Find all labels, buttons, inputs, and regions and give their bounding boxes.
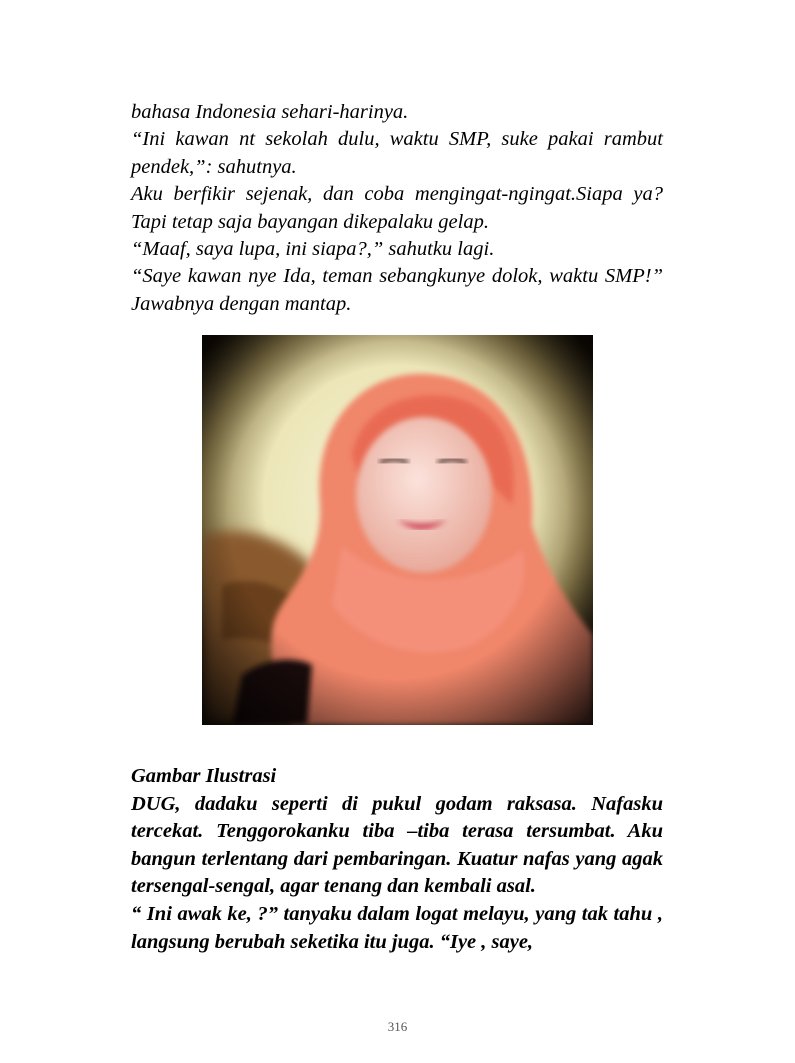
paragraph: “Ini kawan nt sekolah dulu, waktu SMP, suke pakai rambut pendek,”: sahutnya. xyxy=(131,128,663,178)
paragraph: “Saye kawan nye Ida, teman sebangkunye dolok, waktu SMP!” Jawabnya dengan mantap. xyxy=(131,265,663,315)
paragraph: “Maaf, saya lupa, ini siapa?,” sahutku lagi. xyxy=(131,238,495,261)
paragraph: bahasa Indonesia sehari-harinya. xyxy=(131,101,409,123)
body-text-top xyxy=(131,99,663,318)
paragraph: Aku berfikir sejenak, dan coba mengingat-ngingat.Siapa ya? Tapi tetap saja bayangan dikepalaku gelap. xyxy=(131,183,663,233)
portrait-image xyxy=(202,335,593,725)
illustration-photo xyxy=(202,335,593,725)
paragraph: “ Ini awak ke, ?” tanyaku dalam logat melayu, yang tak tahu , langsung berubah seketika itu juga. “Iye , saye, xyxy=(131,902,663,953)
caption-heading: Gambar Ilustrasi xyxy=(131,765,277,787)
body-text-bottom xyxy=(131,763,663,956)
paragraph: DUG, dadaku seperti di pukul godam raksasa. Nafasku tercekat. Tenggorokanku tiba –tiba terasa tersumbat. Aku bangun terlentang dari pembaringan. Kuatur nafas yang agak tersengal-sengal, agar tenang dan kembali asal. xyxy=(131,792,663,898)
page-number: 316 xyxy=(387,1019,408,1034)
